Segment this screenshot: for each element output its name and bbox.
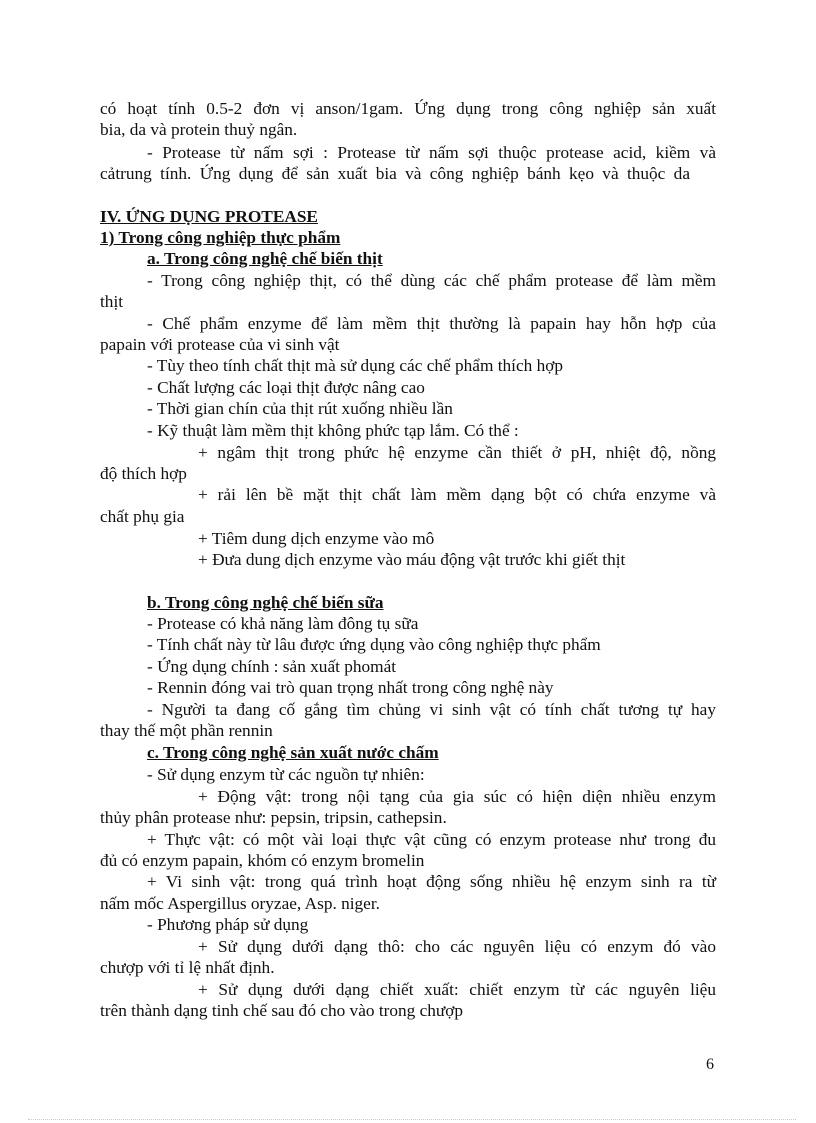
- milk-line-6: thay thế một phần rennin: [100, 721, 273, 740]
- meat-line-14: + Đưa dung dịch enzyme vào máu động vật trước khi giết thịt: [198, 550, 626, 569]
- sauce-line-12: trên thành dạng tinh chế sau đó cho vào trong chượp: [100, 1001, 464, 1020]
- meat-line-10: độ thích hợp: [100, 464, 187, 483]
- page-bottom-divider: [28, 1119, 796, 1120]
- sauce-line-3: thủy phân protease như: pepsin, tripsin, cathepsin.: [100, 808, 447, 827]
- meat-line-9: + ngâm thịt trong phức hệ enzyme cần thiết ở pH, nhiệt độ, nồng: [198, 443, 716, 462]
- sauce-line-11: + Sử dụng dưới dạng chiết xuất: chiết enzym từ các nguyên liệu: [198, 980, 716, 999]
- sauce-heading: c. Trong công nghệ sản xuất nước chấm: [147, 743, 439, 762]
- milk-line-2: - Tính chất này từ lâu được ứng dụng vào công nghiệp thực phẩm: [147, 635, 601, 654]
- sauce-line-10: chượp với tỉ lệ nhất định.: [100, 958, 275, 977]
- sauce-line-9: + Sử dụng dưới dạng thô: cho các nguyên liệu có enzym đó vào: [198, 937, 716, 956]
- sauce-line-2: + Động vật: trong nội tạng của gia súc có hiện diện nhiều enzym: [198, 787, 716, 806]
- sauce-line-8: - Phương pháp sử dụng: [147, 915, 309, 934]
- meat-line-6: - Chất lượng các loại thịt được nâng cao: [147, 378, 425, 397]
- meat-line-2: thịt: [100, 292, 124, 311]
- intro-line-1: có hoạt tính 0.5-2 đơn vị anson/1gam. Ứng dụng trong công nghiệp sản xuất: [100, 99, 716, 118]
- sauce-line-4: + Thực vật: có một vài loại thực vật cũng có enzym protease như trong đu: [147, 830, 716, 849]
- milk-line-1: - Protease có khả năng làm đông tụ sữa: [147, 614, 419, 633]
- milk-heading: b. Trong công nghệ chế biến sữa: [147, 593, 384, 612]
- meat-heading: a. Trong công nghệ chế biến thịt: [147, 249, 383, 268]
- subsection-heading: 1) Trong công nghiệp thực phẩm: [100, 228, 341, 247]
- meat-line-1: - Trong công nghiệp thịt, có thể dùng các chế phẩm protease để làm mềm: [147, 271, 716, 290]
- milk-line-3: - Ứng dụng chính : sản xuất phomát: [147, 657, 397, 676]
- page-number: 6: [706, 1056, 714, 1073]
- meat-line-12: chất phụ gia: [100, 507, 185, 526]
- meat-line-11: + rải lên bề mặt thịt chất làm mềm dạng bột có chứa enzyme và: [198, 485, 716, 504]
- sauce-line-6: + Vi sinh vật: trong quá trình hoạt động sống nhiều hệ enzym sinh ra từ: [147, 872, 716, 891]
- mold-protease-line-1: - Protease từ nấm sợi : Protease từ nấm sợi thuộc protease acid, kiềm và: [147, 143, 716, 162]
- meat-line-5: - Tùy theo tính chất thịt mà sử dụng các chế phẩm thích hợp: [147, 356, 564, 375]
- meat-line-13: + Tiêm dung dịch enzyme vào mô: [198, 529, 435, 548]
- sauce-line-5: đủ có enzym papain, khóm có enzym bromelin: [100, 851, 425, 870]
- sauce-line-1: - Sử dụng enzym từ các nguồn tự nhiên:: [147, 765, 425, 784]
- meat-line-3: - Chế phẩm enzyme để làm mềm thịt thường là papain hay hỗn hợp của: [147, 314, 716, 333]
- milk-line-4: - Rennin đóng vai trò quan trọng nhất trong công nghệ này: [147, 678, 554, 697]
- meat-line-7: - Thời gian chín của thịt rút xuống nhiều lần: [147, 399, 453, 418]
- meat-line-4: papain với protease của vi sinh vật: [100, 335, 340, 354]
- meat-line-8: - Kỹ thuật làm mềm thịt không phức tạp lắm. Có thể :: [147, 421, 519, 440]
- mold-protease-line-2: cảtrung tính. Ứng dụng để sản xuất bia và công nghiệp bánh kẹo và thuộc da: [100, 164, 690, 183]
- milk-line-5: - Người ta đang cố gắng tìm chủng vi sinh vật có tính chất tương tự hay: [147, 700, 716, 719]
- intro-line-2: bia, da và protein thuỷ ngân.: [100, 120, 298, 139]
- section-heading: IV. ỨNG DỤNG PROTEASE: [100, 207, 318, 226]
- sauce-line-7: nấm mốc Aspergillus oryzae, Asp. niger.: [100, 894, 380, 913]
